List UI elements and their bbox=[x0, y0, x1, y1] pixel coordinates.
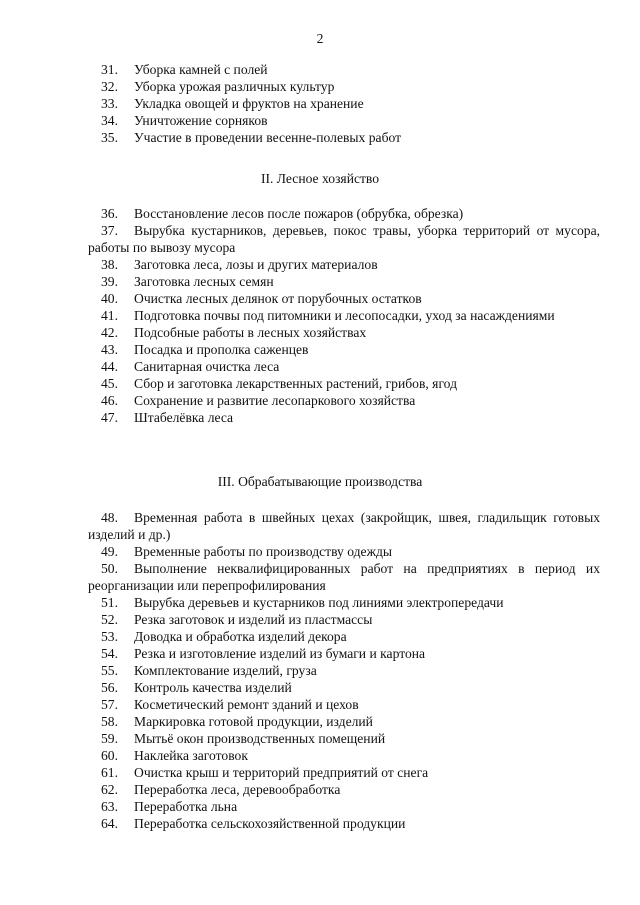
item-text: Восстановление лесов после пожаров (обрубка, обрезка) bbox=[134, 206, 464, 221]
item-number: 53. bbox=[101, 629, 118, 644]
item-text: Доводка и обработка изделий декора bbox=[134, 629, 347, 644]
item-number: 44. bbox=[101, 359, 118, 374]
item-number: 39. bbox=[101, 274, 118, 289]
item-number: 42. bbox=[101, 325, 118, 340]
item-number: 57. bbox=[101, 697, 118, 712]
list-item bbox=[88, 730, 600, 747]
list-item bbox=[88, 781, 600, 798]
item-text: Укладка овощей и фруктов на хранение bbox=[134, 96, 364, 111]
item-text: Санитарная очистка леса bbox=[134, 359, 280, 374]
list-item bbox=[88, 764, 600, 781]
item-text: Резка и изготовление изделий из бумаги и картона bbox=[134, 646, 426, 661]
list-item bbox=[88, 341, 600, 358]
item-number: 40. bbox=[101, 291, 118, 306]
item-text: Комплектование изделий, груза bbox=[134, 663, 317, 678]
item-number: 46. bbox=[101, 393, 118, 408]
item-text: Переработка льна bbox=[134, 799, 238, 814]
item-number: 35. bbox=[101, 130, 118, 145]
item-number: 63. bbox=[101, 799, 118, 814]
item-number: 31. bbox=[101, 62, 118, 77]
list-item bbox=[88, 78, 600, 95]
item-number: 47. bbox=[101, 410, 118, 425]
item-text: Косметический ремонт зданий и цехов bbox=[134, 697, 359, 712]
item-text: Выполнение неквалифицированных работ на предприятиях в период их реорганизации или перепрофилирования bbox=[88, 561, 600, 593]
list-item bbox=[88, 129, 600, 146]
item-number: 41. bbox=[101, 308, 118, 323]
list-item bbox=[88, 611, 600, 628]
item-text: Сбор и заготовка лекарственных растений, грибов, ягод bbox=[134, 376, 457, 391]
list-item bbox=[88, 205, 600, 222]
item-text: Контроль качества изделий bbox=[134, 680, 292, 695]
section-forestry bbox=[88, 205, 600, 426]
list-item bbox=[88, 628, 600, 645]
item-number: 38. bbox=[101, 257, 118, 272]
item-number: 49. bbox=[101, 544, 118, 559]
item-text: Уборка урожая различных культур bbox=[134, 79, 335, 94]
item-number: 62. bbox=[101, 782, 118, 797]
list-item bbox=[88, 307, 600, 324]
item-text: Посадка и прополка саженцев bbox=[134, 342, 309, 357]
list-item bbox=[88, 645, 600, 662]
list-item bbox=[88, 273, 600, 290]
item-text: Уничтожение сорняков bbox=[134, 113, 268, 128]
item-number: 56. bbox=[101, 680, 118, 695]
item-text: Временные работы по производству одежды bbox=[134, 544, 393, 559]
list-item bbox=[88, 409, 600, 426]
item-number: 37. bbox=[101, 223, 118, 238]
item-text: Участие в проведении весенне-полевых работ bbox=[134, 130, 402, 145]
item-text: Вырубка деревьев и кустарников под линиями электропередачи bbox=[134, 595, 504, 610]
section-manufacturing bbox=[88, 509, 600, 832]
item-text: Резка заготовок и изделий из пластмассы bbox=[134, 612, 373, 627]
section-heading-manufacturing: III. Обрабатывающие производства bbox=[217, 474, 423, 489]
section-heading-forestry: II. Лесное хозяйство bbox=[260, 171, 380, 186]
item-text: Наклейка заготовок bbox=[134, 748, 248, 763]
list-item bbox=[88, 679, 600, 696]
item-text: Переработка сельскохозяйственной продукции bbox=[134, 816, 406, 831]
item-number: 34. bbox=[101, 113, 118, 128]
list-item bbox=[88, 543, 600, 560]
item-text: Заготовка леса, лозы и других материалов bbox=[134, 257, 378, 272]
item-number: 36. bbox=[101, 206, 118, 221]
item-text: Штабелёвка леса bbox=[134, 410, 234, 425]
list-item bbox=[88, 112, 600, 129]
item-number: 50. bbox=[101, 561, 118, 576]
item-text: Очистка крыш и территорий предприятий от снега bbox=[134, 765, 429, 780]
item-text: Подсобные работы в лесных хозяйствах bbox=[134, 325, 367, 340]
item-number: 52. bbox=[101, 612, 118, 627]
list-item bbox=[88, 696, 600, 713]
page-number: 2 bbox=[316, 31, 324, 46]
item-number: 64. bbox=[101, 816, 118, 831]
item-number: 51. bbox=[101, 595, 118, 610]
list-item bbox=[88, 747, 600, 764]
item-text: Мытьё окон производственных помещений bbox=[134, 731, 386, 746]
item-number: 59. bbox=[101, 731, 118, 746]
item-number: 61. bbox=[101, 765, 118, 780]
item-number: 48. bbox=[101, 510, 118, 525]
item-number: 60. bbox=[101, 748, 118, 763]
list-item bbox=[88, 815, 600, 832]
list-item bbox=[88, 392, 600, 409]
list-item bbox=[88, 324, 600, 341]
list-item bbox=[88, 290, 600, 307]
item-number: 45. bbox=[101, 376, 118, 391]
list-item bbox=[88, 594, 600, 611]
list-item bbox=[88, 798, 600, 815]
item-number: 54. bbox=[101, 646, 118, 661]
list-item bbox=[88, 713, 600, 730]
item-text: Переработка леса, деревообработка bbox=[134, 782, 341, 797]
item-number: 32. bbox=[101, 79, 118, 94]
item-text: Заготовка лесных семян bbox=[134, 274, 274, 289]
item-text: Вырубка кустарников, деревьев, покос травы, уборка территорий от мусора, работы по вывозу мусора bbox=[88, 223, 600, 255]
item-text: Временная работа в швейных цехах (закройщик, швея, гладильщик готовых изделий и др.) bbox=[88, 510, 600, 542]
item-number: 58. bbox=[101, 714, 118, 729]
item-text: Очистка лесных делянок от порубочных остатков bbox=[134, 291, 422, 306]
list-item bbox=[88, 95, 600, 112]
list-item bbox=[88, 662, 600, 679]
item-text: Подготовка почвы под питомники и лесопосадки, уход за насаждениями bbox=[134, 308, 555, 323]
list-item bbox=[88, 222, 600, 256]
list-item bbox=[88, 509, 600, 543]
item-text: Маркировка готовой продукции, изделий bbox=[134, 714, 373, 729]
list-item bbox=[88, 256, 600, 273]
item-number: 43. bbox=[101, 342, 118, 357]
item-text: Сохранение и развитие лесопаркового хозяйства bbox=[134, 393, 416, 408]
item-number: 33. bbox=[101, 96, 118, 111]
list-item bbox=[88, 358, 600, 375]
list-item bbox=[88, 560, 600, 594]
list-item bbox=[88, 61, 600, 78]
item-number: 55. bbox=[101, 663, 118, 678]
item-text: Уборка камней с полей bbox=[134, 62, 268, 77]
section-agriculture-continued bbox=[88, 61, 600, 146]
list-item bbox=[88, 375, 600, 392]
